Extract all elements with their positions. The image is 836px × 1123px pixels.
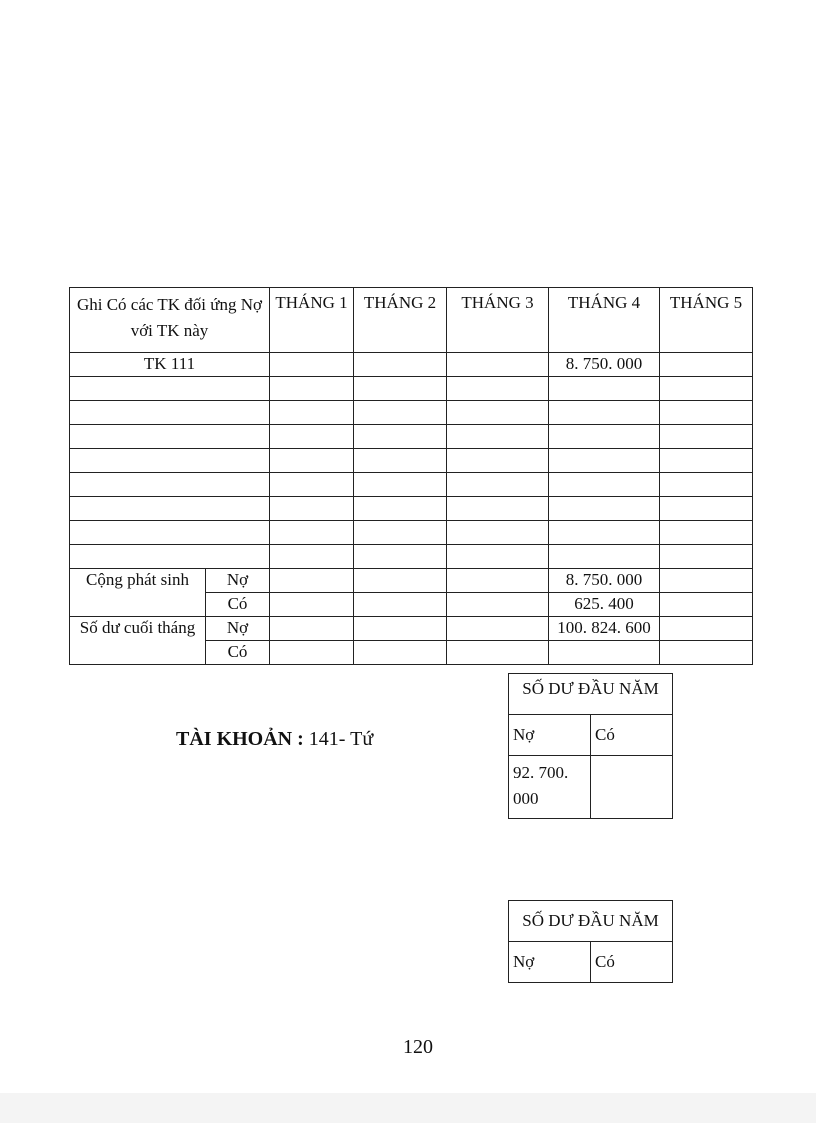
header-counter-account: Ghi Có các TK đối ứng Nợ với TK này xyxy=(70,288,270,353)
debit-label: Nợ xyxy=(509,942,591,983)
table-row-empty xyxy=(70,449,753,473)
row-value xyxy=(660,353,753,377)
credit-label: Có xyxy=(591,715,673,756)
page-bottom-strip xyxy=(0,1093,816,1123)
header-month-3: THÁNG 3 xyxy=(447,288,549,353)
so-du-cuoi-thang-label: Số dư cuối tháng xyxy=(70,617,206,665)
summary-value xyxy=(549,641,660,665)
credit-label: Có xyxy=(206,641,270,665)
summary-value xyxy=(354,593,447,617)
table-row-empty xyxy=(70,545,753,569)
opening-balance-title: SỐ DƯ ĐẦU NĂM xyxy=(509,674,673,715)
summary-value xyxy=(354,617,447,641)
table-row-empty xyxy=(70,497,753,521)
table-row-empty xyxy=(70,473,753,497)
credit-label: Có xyxy=(591,942,673,983)
summary-value xyxy=(270,569,354,593)
summary-value: 625. 400 xyxy=(549,593,660,617)
account-prefix: TÀI KHOẢN : xyxy=(176,728,304,750)
summary-value xyxy=(447,641,549,665)
summary-value xyxy=(447,569,549,593)
row-value xyxy=(447,353,549,377)
summary-value xyxy=(270,593,354,617)
credit-label: Có xyxy=(206,593,270,617)
row-value xyxy=(354,353,447,377)
account-code-name: 141- Tứ xyxy=(303,728,374,750)
table-row-empty xyxy=(70,377,753,401)
header-month-2: THÁNG 2 xyxy=(354,288,447,353)
summary-value xyxy=(660,569,753,593)
debit-label: Nợ xyxy=(509,715,591,756)
summary-value xyxy=(447,593,549,617)
summary-value xyxy=(270,617,354,641)
account-title xyxy=(176,728,373,751)
summary-value xyxy=(660,593,753,617)
summary-value: 8. 750. 000 xyxy=(549,569,660,593)
debit-label: Nợ xyxy=(206,569,270,593)
summary-value xyxy=(270,641,354,665)
opening-balance-table xyxy=(508,900,673,983)
header-month-1: THÁNG 1 xyxy=(270,288,354,353)
summary-value: 100. 824. 600 xyxy=(549,617,660,641)
opening-balance-title: SỐ DƯ ĐẦU NĂM xyxy=(509,901,673,942)
header-month-5: THÁNG 5 xyxy=(660,288,753,353)
summary-row xyxy=(70,569,753,593)
cong-phat-sinh-label: Cộng phát sinh xyxy=(70,569,206,617)
row-account: TK 111 xyxy=(70,353,270,377)
page-number: 120 xyxy=(403,1036,433,1058)
ledger-table xyxy=(69,287,753,665)
summary-value xyxy=(447,617,549,641)
summary-value xyxy=(354,569,447,593)
opening-balance-table-clipped xyxy=(508,900,676,971)
row-value: 8. 750. 000 xyxy=(549,353,660,377)
ledger-header-row xyxy=(70,288,753,353)
summary-value xyxy=(660,641,753,665)
opening-balance-table xyxy=(508,673,673,819)
summary-row xyxy=(70,617,753,641)
summary-value xyxy=(354,641,447,665)
debit-label: Nợ xyxy=(206,617,270,641)
opening-credit-value xyxy=(591,756,673,819)
opening-debit-value: 92. 700. 000 xyxy=(509,756,591,819)
table-row xyxy=(70,353,753,377)
table-row-empty xyxy=(70,401,753,425)
row-value xyxy=(270,353,354,377)
header-month-4: THÁNG 4 xyxy=(549,288,660,353)
summary-value xyxy=(660,617,753,641)
table-row-empty xyxy=(70,521,753,545)
table-row-empty xyxy=(70,425,753,449)
